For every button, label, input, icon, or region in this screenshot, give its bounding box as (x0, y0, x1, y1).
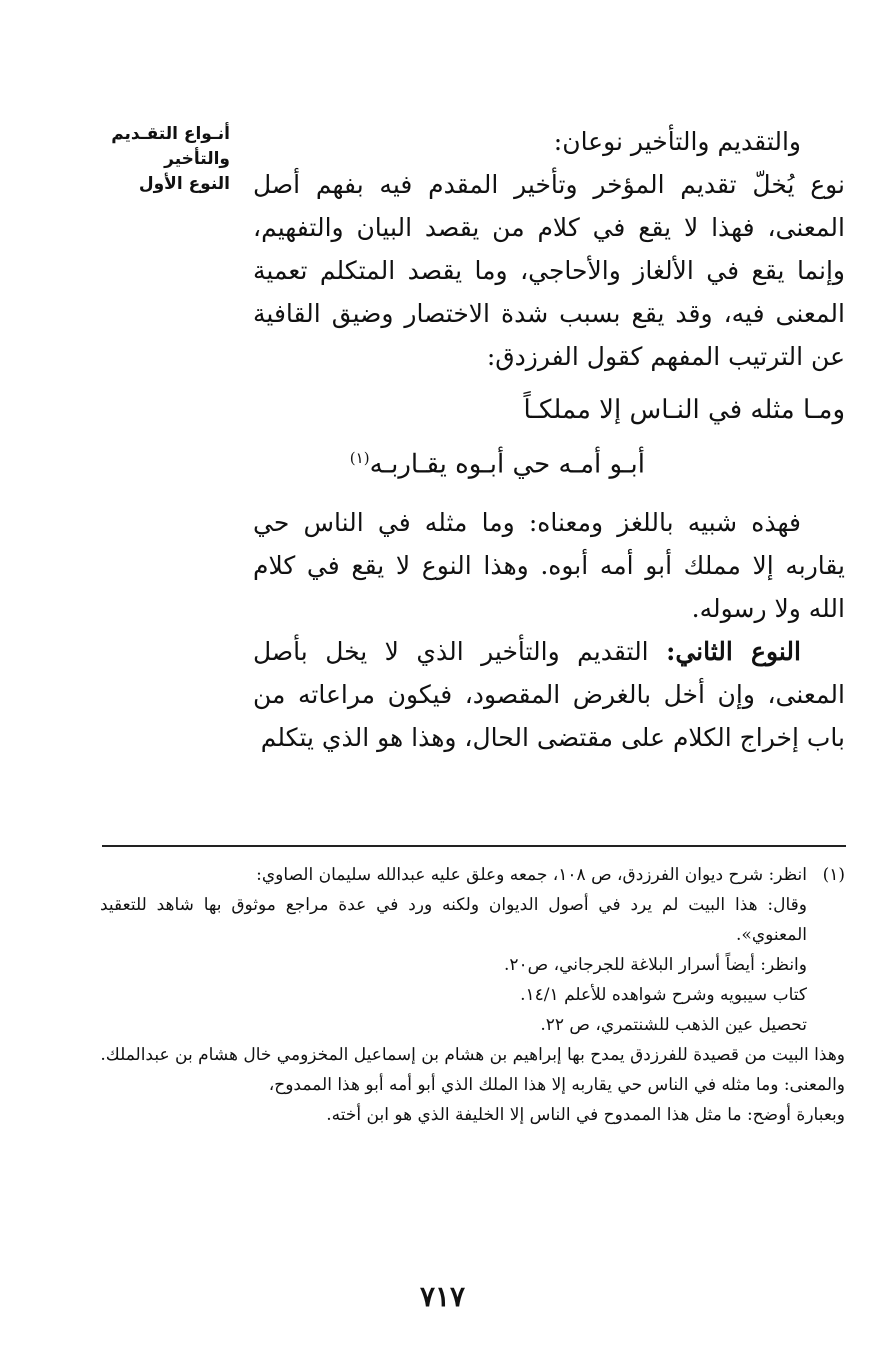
margin-note-types: أنـواع التقـديم (111, 124, 230, 144)
footnote-line-8: وبعبارة أوضح: ما مثل هذا الممدوح في الناس إلا الخليفة الذي هو ابن أخته. (326, 1105, 845, 1125)
footnotes (100, 860, 845, 1130)
footnote-1 (100, 860, 845, 890)
paragraph-first-type: نوع يُخلّ تقديم المؤخر وتأخير المقدم فيه بفهم أصل المعنى، فهذا لا يقع في كلام من يقصد البيان والتفهيم، وإنما يقع في الألغاز والأحاجي، وما يقصد المتكلم تعمية المعنى فيه، وقد يقع بسبب شدة الاختصار وضيق القافية عن الترتيب المفهم كقول الفرزدق: (253, 170, 845, 371)
footnote-line-5: تحصيل عين الذهب للشنتمري، ص ٢٢. (540, 1015, 807, 1035)
verse-hemistich-1: ومـا مثله في النـاس إلا مملكـاً (523, 395, 845, 425)
verse-hemistich-2-text: أبـو أمـه حي أبـوه يقـاربـه (369, 449, 645, 480)
footnote-ref: (١) (349, 449, 370, 467)
intro-line: والتقديم والتأخير نوعان: (553, 127, 801, 156)
footnote-line-6: وهذا البيت من قصيدة للفرزدق يمدح بها إبراهيم بن هشام بن إسماعيل المخزومي خال هشام بن عبدالملك. (100, 1045, 845, 1065)
main-text (253, 120, 845, 759)
page-number: ٧١٧ (419, 1280, 466, 1313)
paragraph-explanation: فهذه شبيه باللغز ومعناه: وما مثله في الناس حي يقاربه إلا مملك أبو أمه أبوه. وهذا النوع لا يقع في كلام الله ولا رسوله. (253, 507, 845, 623)
verse-hemistich-2 (253, 434, 845, 489)
footnote-line-7: والمعنى: وما مثله في الناس حي يقاربه إلا هذا الملك الذي أبو أمه أبو هذا الممدوح، (268, 1075, 845, 1095)
footnote-line-3: وانظر: أيضاً أسرار البلاغة للجرجاني، ص٢٠. (503, 955, 807, 975)
margin-note-first-type: النوع الأول (138, 174, 230, 194)
footnote-divider (102, 845, 846, 847)
second-type-text: التقديم والتأخير الذي لا يخل بأصل المعنى، وإن أخل بالغرض المقصود، فيكون مراعاته من باب إخراج الكلام على مقتضى الحال، وهذا هو الذي يتكلم (253, 636, 845, 752)
poem-verse (253, 386, 845, 489)
footnote-number: (١) (822, 865, 845, 885)
paragraph-second-type (253, 630, 845, 759)
margin-note-types-cont: والتأخير (164, 149, 230, 169)
margin-notes (80, 122, 230, 197)
footnote-line-4: كتاب سيبويه وشرح شواهده للأعلم ١٤/١. (520, 985, 807, 1005)
footnote-line-1: انظر: شرح ديوان الفرزدق، ص ١٠٨، جمعه وعلق عليه عبدالله سليمان الصاوي: (256, 865, 807, 885)
footnote-line-2: وقال: هذا البيت لم يرد في أصول الديوان ولكنه ورد في عدة مراجع موثوق بها شاهد للتعقيد المعنوي». (100, 895, 807, 945)
second-type-label: النوع الثاني: (666, 636, 801, 666)
